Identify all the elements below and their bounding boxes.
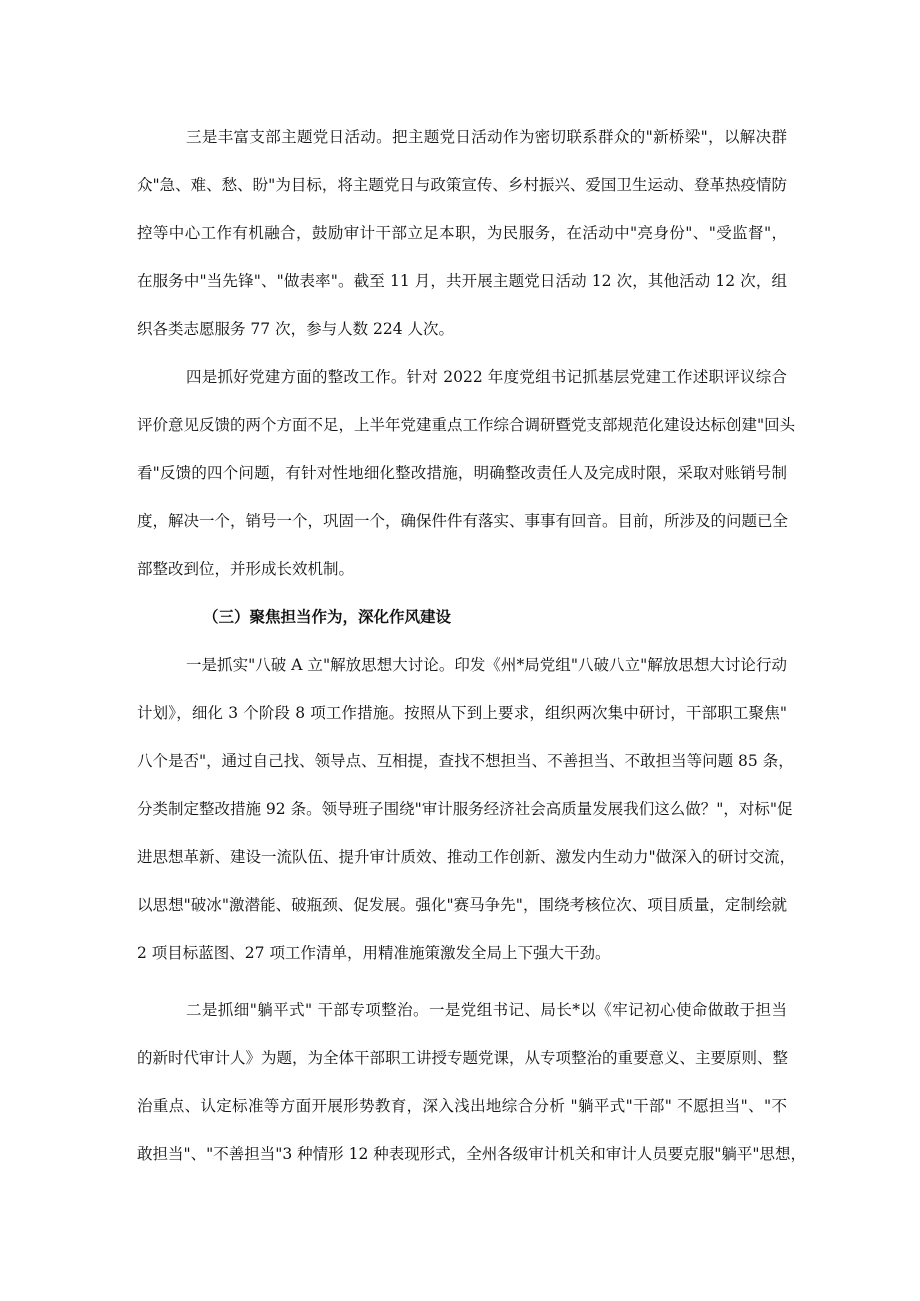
section-heading: （三）聚焦担当作为，深化作风建设 bbox=[203, 607, 452, 626]
paragraph-line: 部整改到位，并形成长效机制。 bbox=[137, 560, 355, 578]
paragraph-line: 四是抓好党建方面的整改工作。针对 2022 年度党组书记抓基层党建工作述职评议综合 bbox=[186, 368, 787, 386]
paragraph-line: 治重点、认定标准等方面开展形势教育，深入浅出地综合分析 "躺平式"干部" 不愿担当"、"不 bbox=[137, 1097, 787, 1115]
paragraph-line: 2 项目标蓝图、27 项工作清单，用精准施策激发全局上下强大干劲。 bbox=[137, 944, 611, 962]
paragraph-line: 控等中心工作有机融合，鼓励审计干部立足本职，为民服务，在活动中"亮身份"、"受监督"， bbox=[137, 224, 787, 242]
paragraph-line: 织各类志愿服务 77 次，参与人数 224 人次。 bbox=[137, 320, 455, 338]
paragraph-line: 分类制定整改措施 92 条。领导班子围绕"审计服务经济社会高质量发展我们这么做？"，对标"促 bbox=[137, 800, 793, 818]
paragraph-line: 一是抓实"八破 A 立"解放思想大讨论。印发《州*局党组"八破八立"解放思想大讨论行动 bbox=[186, 656, 787, 674]
paragraph-line: 进思想革新、建设一流队伍、提升审计质效、推动工作创新、激发内生动力"做深入的研讨交流， bbox=[137, 848, 796, 866]
paragraph-line: 三是丰富支部主题党日活动。把主题党日活动作为密切联系群众的"新桥梁"，以解决群 bbox=[186, 128, 787, 146]
paragraph-line: 度，解决一个，销号一个，巩固一个，确保件件有落实、事事有回音。目前，所涉及的问题已全 bbox=[137, 512, 789, 530]
paragraph-line: 在服务中"当先锋"、"做表率"。截至 11 月，共开展主题党日活动 12 次，其他活动 12 次，组 bbox=[137, 272, 787, 290]
paragraph-line: 众"急、难、愁、盼"为目标，将主题党日与政策宣传、乡村振兴、爱国卫生运动、登革热疫情防 bbox=[137, 176, 787, 194]
paragraph-line: 八个是否"，通过自己找、领导点、互相提，查找不想担当、不善担当、不敢担当等问题 85 条， bbox=[137, 752, 794, 770]
paragraph-line: 计划》，细化 3 个阶段 8 项工作措施。按照从下到上要求，组织两次集中研讨，干部职工聚焦" bbox=[137, 704, 787, 722]
paragraph-line: 的新时代审计人》为题，为全体干部职工讲授专题党课，从专项整治的重要意义、主要原则、整 bbox=[137, 1049, 789, 1067]
paragraph-line: 以思想"破冰"激潜能、破瓶颈、促发展。强化"赛马争先"，围绕考核位次、项目质量，定制绘就 bbox=[137, 896, 787, 914]
paragraph-line: 看"反馈的四个问题，有针对性地细化整改措施，明确整改责任人及完成时限，采取对账销号制 bbox=[137, 464, 787, 482]
paragraph-line: 二是抓细"躺平式" 干部专项整治。一是党组书记、局长*以《牢记初心使命做敢于担当 bbox=[186, 1001, 787, 1019]
paragraph-line: 敢担当"、"不善担当"3 种情形 12 种表现形式，全州各级审计机关和审计人员要克服"躺平"思想， bbox=[137, 1145, 807, 1163]
paragraph-line: 评价意见反馈的两个方面不足，上半年党建重点工作综合调研暨党支部规范化建设达标创建"回头 bbox=[137, 416, 796, 434]
